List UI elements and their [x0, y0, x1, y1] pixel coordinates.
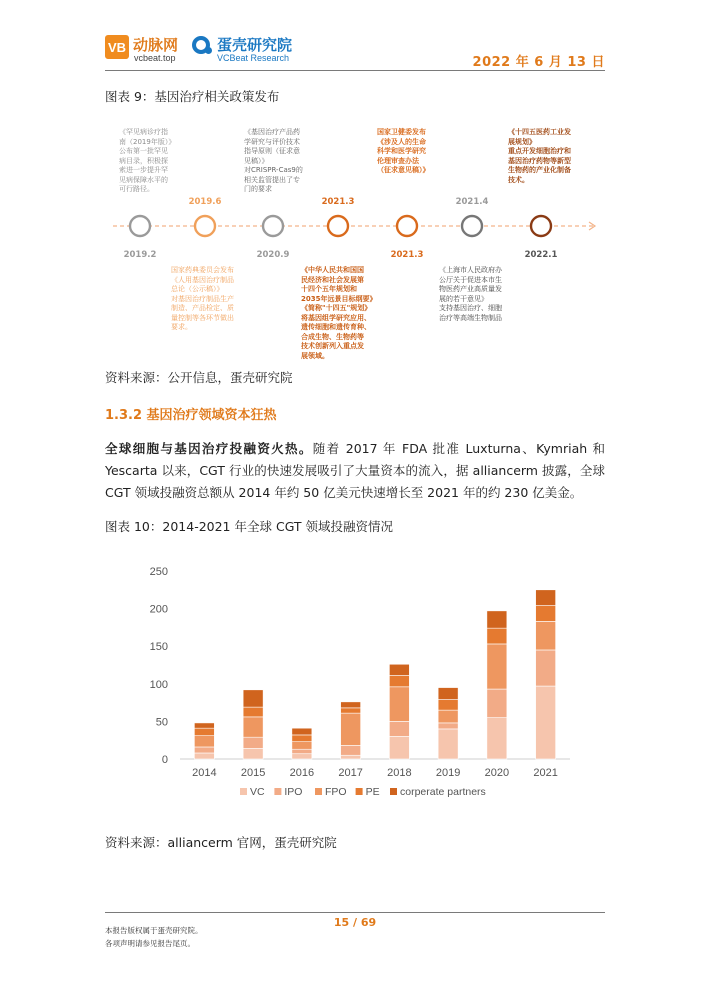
- y-tick-label: 0: [161, 754, 168, 766]
- timeline-node: [263, 216, 283, 236]
- bar-segment: [487, 611, 507, 628]
- bar-segment: [194, 728, 214, 736]
- timeline-year-label: 2019.6: [188, 197, 222, 207]
- timeline-event-text: 《罕见病诊疗指 南（2019年版）》 公布第一批罕见 病目录，积极探 索进一步提升罕 见病保障水平的 可行路径。: [119, 128, 176, 193]
- page-header: [105, 33, 605, 73]
- figure-9-title: 图表 9：基因治疗相关政策发布: [105, 89, 280, 104]
- legend-swatch: [240, 788, 247, 795]
- legend-swatch: [274, 788, 281, 795]
- bar-segment: [487, 628, 507, 644]
- bar-segment: [438, 700, 458, 711]
- bar-segment: [292, 735, 312, 742]
- paragraph-lead: 全球细胞与基因治疗投融资火热。: [105, 441, 313, 456]
- bar-segment: [341, 702, 361, 708]
- timeline-event-text: 《十四五医药工业发 展规划》 重点开发细胞治疗和 基因治疗药物等新型 生物药的产业化制备 技术。: [508, 128, 571, 184]
- x-tick-label: 2020: [484, 767, 510, 779]
- section-heading: 1.3.2 基因治疗领域资本狂热: [105, 408, 277, 423]
- timeline-year-label: 2019.2: [123, 250, 157, 260]
- y-tick-label: 50: [155, 716, 168, 729]
- figure-9-source: 资料来源：公开信息，蛋壳研究院: [105, 370, 293, 385]
- bar-segment: [536, 606, 556, 622]
- x-tick-label: 2016: [289, 767, 315, 779]
- bar-segment: [389, 721, 409, 736]
- legend-label: PE: [365, 786, 380, 798]
- policy-timeline: [105, 120, 605, 370]
- body-paragraph: [105, 438, 605, 504]
- timeline-year-label: 2022.1: [524, 250, 558, 260]
- paragraph-body: 随着 2017 年 FDA 批准 Luxturna、Kymriah 和 Yescarta 以来，CGT 行业的快速发展吸引了大量资本的流入，据 alliancerm 披露，全球 CGT 领域投融资总额从 2014 年约 50 亿美元快速增长至 2021 年的约 230 亿美金。: [105, 441, 605, 500]
- timeline-node: [397, 216, 417, 236]
- vcbeat-brand-name: 动脉网: [133, 36, 179, 54]
- bar-segment: [438, 688, 458, 700]
- bar-segment: [389, 736, 409, 759]
- legend-swatch: [356, 788, 363, 795]
- x-tick-label: 2017: [338, 767, 363, 779]
- timeline-node: [195, 216, 215, 236]
- vcbeat-url: vcbeat.top: [134, 53, 176, 63]
- bar-segment: [536, 621, 556, 650]
- x-tick-label: 2015: [240, 767, 266, 779]
- report-date: 2022 年 6 月 13 日: [472, 55, 605, 70]
- bar-segment: [194, 723, 214, 728]
- bar-segment: [292, 742, 312, 750]
- bar-segment: [487, 644, 507, 689]
- legend-label: corperate partners: [400, 786, 486, 798]
- y-tick-label: 250: [149, 566, 168, 578]
- timeline-year-label: 2021.3: [390, 250, 424, 260]
- bar-segment: [243, 690, 263, 707]
- x-tick-label: 2014: [192, 767, 217, 779]
- bar-segment: [194, 736, 214, 747]
- bar-segment: [389, 664, 409, 675]
- timeline-year-label: 2021.3: [321, 197, 355, 207]
- bar-segment: [536, 650, 556, 686]
- bar-segment: [341, 713, 361, 745]
- bar-segment: [438, 723, 458, 729]
- timeline-event-text: 《基因治疗产品药 学研究与评价技术 指导原则（征求意 见稿）》 对CRISPR-Cas9的 相关监管提出了专 门的要求: [244, 128, 303, 193]
- bar-segment: [243, 737, 263, 748]
- timeline-event-text: 《中华人民共和国国 民经济和社会发展第 十四个五年规划和 2035年远景目标纲要》 《简称"十四五"规划》 将基因组学研究应用、 遗传细胞和遗传育种、 合成生物、生物药等 技术创新列入重点发 展领域。: [301, 266, 377, 360]
- bar-segment: [292, 749, 312, 754]
- page-number: 15 / 69: [333, 916, 377, 929]
- x-tick-label: 2021: [533, 767, 558, 779]
- timeline-event-text: 国家药典委员会发布 《人用基因治疗制品 总论（公示稿）》 对基因治疗制品生产 制造、产品检定、质 量控制等各环节做出 要求。: [171, 266, 234, 331]
- bar-segment: [438, 729, 458, 759]
- timeline-year-label: 2021.4: [455, 197, 489, 207]
- bar-segment: [487, 718, 507, 759]
- legend-label: IPO: [284, 786, 303, 798]
- footer-divider: [105, 912, 605, 913]
- x-tick-label: 2018: [387, 767, 412, 779]
- legend-label: VC: [250, 786, 265, 798]
- x-tick-label: 2019: [435, 767, 461, 779]
- bar-segment: [438, 710, 458, 723]
- disclaimer-note: 各项声明请参见报告尾页。: [105, 939, 195, 948]
- bar-segment: [243, 717, 263, 737]
- bar-segment: [243, 748, 263, 759]
- bar-segment: [536, 686, 556, 759]
- bar-segment: [194, 753, 214, 759]
- bar-segment: [194, 747, 214, 753]
- research-brand-name: 蛋壳研究院: [217, 36, 293, 54]
- bar-segment: [487, 689, 507, 718]
- bar-segment: [389, 676, 409, 687]
- timeline-event-text: 国家卫健委发布 《涉及人的生命 科学和医学研究 伦理审查办法 （征求意见稿）》: [377, 128, 430, 174]
- cgt-financing-chart-svg: [105, 555, 605, 810]
- bar-segment: [341, 745, 361, 755]
- legend-label: FPO: [325, 786, 347, 798]
- vcbeat-logo-icon: VB: [105, 35, 129, 59]
- bar-segment: [243, 707, 263, 717]
- timeline-year-label: 2020.9: [256, 250, 290, 260]
- bar-segment: [292, 754, 312, 759]
- y-tick-label: 200: [149, 603, 168, 616]
- y-tick-label: 150: [149, 641, 168, 654]
- research-brand-english: VCBeat Research: [217, 53, 290, 63]
- legend-swatch: [390, 788, 397, 795]
- bar-segment: [341, 708, 361, 713]
- y-tick-label: 100: [149, 678, 168, 691]
- cgt-financing-chart: [105, 555, 605, 810]
- header-divider: [105, 70, 605, 71]
- bar-segment: [292, 728, 312, 735]
- timeline-node: [531, 216, 551, 236]
- legend-swatch: [315, 788, 322, 795]
- timeline-node: [130, 216, 150, 236]
- copyright-note: 本报告版权属于蛋壳研究院。: [105, 926, 203, 935]
- timeline-event-text: 《上海市人民政府办 公厅关于促进本市生 物医药产业高质量发 展的若干意见》 支持基因治疗、细胞 治疗等高端生物制品: [439, 266, 502, 322]
- figure-10-title: 图表 10：2014-2021 年全球 CGT 领域投融资情况: [105, 519, 394, 534]
- bar-segment: [389, 687, 409, 722]
- bar-segment: [536, 590, 556, 606]
- timeline-node: [462, 216, 482, 236]
- bar-segment: [341, 755, 361, 759]
- timeline-node: [328, 216, 348, 236]
- figure-10-source: 资料来源：alliancerm 官网，蛋壳研究院: [105, 835, 337, 850]
- vcbeat-research-logo-icon: [192, 36, 210, 54]
